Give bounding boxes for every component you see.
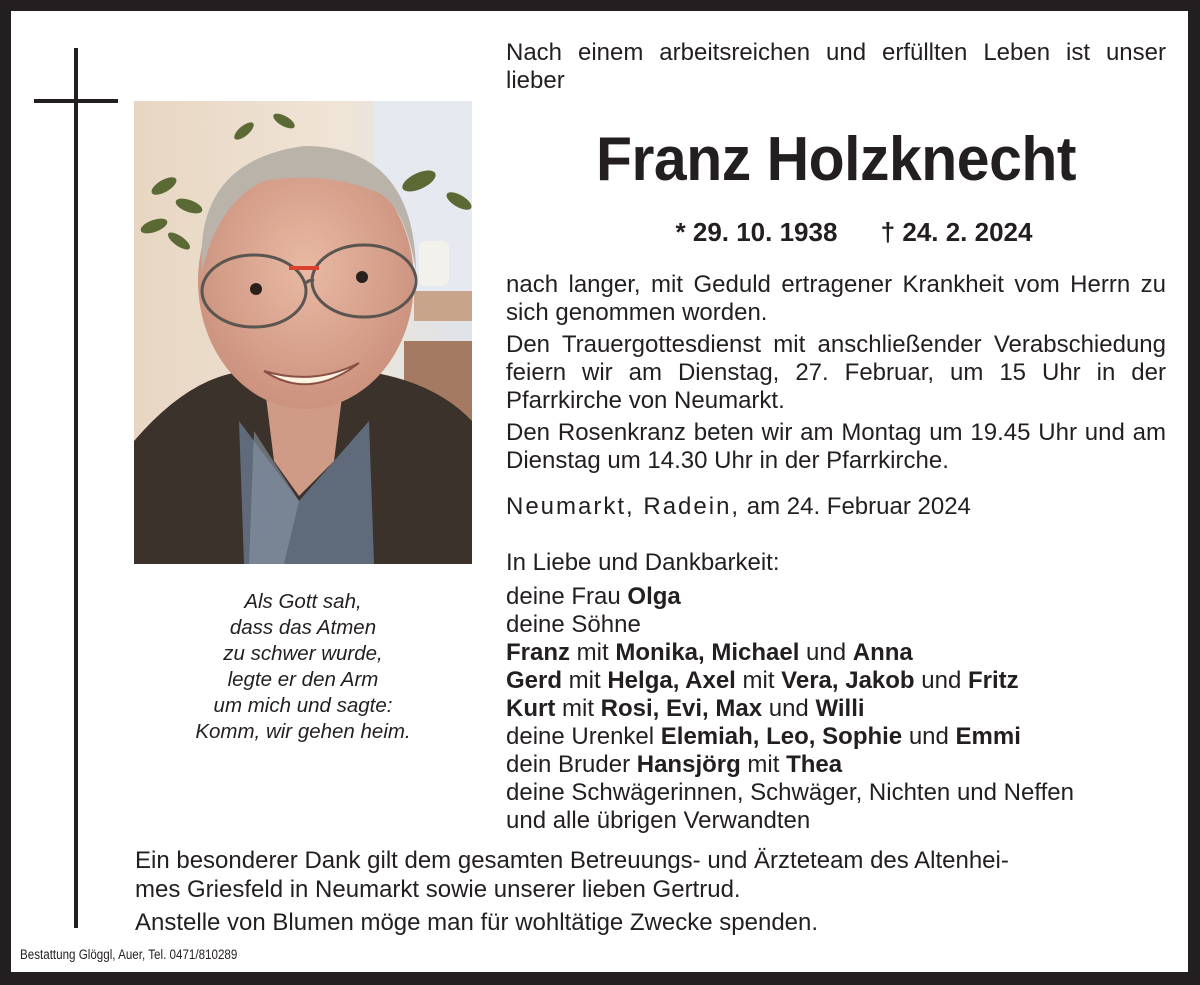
obituary-notice <box>11 11 1188 972</box>
relative-name: Gerd <box>506 667 563 694</box>
relation-text: mit <box>735 667 782 694</box>
thanks-line-2: mes Griesfeld in Neumarkt sowie unserer lieben Gertrud. <box>135 876 741 903</box>
poem-line: Als Gott sah, <box>244 590 362 613</box>
family-row <box>506 723 1166 751</box>
relation-text: mit <box>555 695 601 722</box>
undertaker-credit: Bestattung Glöggl, Auer, Tel. 0471/810289 <box>20 947 238 962</box>
cross-icon-horizontal <box>34 99 118 103</box>
relation-text: deine Schwägerinnen, Schwäger, Nichten und Neffen <box>506 779 1074 806</box>
poem <box>134 589 472 745</box>
relative-name: Monika, Michael <box>615 639 800 666</box>
portrait-image <box>134 101 472 564</box>
family-row <box>506 779 1166 807</box>
relation-text: und <box>902 723 956 750</box>
funeral-text: Den Trauergottesdienst mit anschließender Verabschiedung feiern wir am Dienstag, 27. Februar, um 15 Uhr in der Pfarrkirche von Neumarkt. <box>506 331 1166 414</box>
rosary-text: Den Rosenkranz beten wir am Montag um 19.45 Uhr und am Dienstag um 14.30 Uhr in der Pfarrkirche. <box>506 419 1166 474</box>
relative-name: Hansjörg <box>636 751 741 778</box>
relation-text: mit <box>570 639 616 666</box>
relation-text: deine Söhne <box>506 611 641 638</box>
poem-line: Komm, wir gehen heim. <box>195 720 411 743</box>
relative-name: Willi <box>815 695 865 722</box>
family-row <box>506 639 1166 667</box>
relative-name: Helga, Axel <box>607 667 736 694</box>
relative-name: Olga <box>627 583 681 610</box>
relation-text: mit <box>740 751 787 778</box>
thanks-section <box>135 846 1175 937</box>
thanks-line-1: Ein besonderer Dank gilt dem gesamten Betreuungs- und Ärzteteam des Altenhei- <box>135 847 1009 874</box>
relation-text: deine Frau <box>506 583 628 610</box>
relative-name: Kurt <box>506 695 556 722</box>
life-dates <box>542 217 1166 247</box>
relation-text: und <box>799 639 853 666</box>
birth-date: * 29. 10. 1938 <box>675 217 838 247</box>
place-and-date <box>506 493 1166 521</box>
family-rows <box>506 583 1166 835</box>
family-row <box>506 611 1166 639</box>
family-row <box>506 667 1166 695</box>
relative-name: Rosi, Evi, Max <box>600 695 763 722</box>
family-row <box>506 695 1166 723</box>
relative-name: Franz <box>506 639 571 666</box>
intro-text: Nach einem arbeitsreichen und erfüllten Leben ist unser lieber <box>506 39 1166 94</box>
relation-text: und <box>762 695 816 722</box>
flowers-note: Anstelle von Blumen möge man für wohltätige Zwecke spenden. <box>135 909 819 936</box>
portrait-photo <box>134 101 472 564</box>
family-list <box>506 549 1166 835</box>
relation-text: dein Bruder <box>506 751 637 778</box>
relative-name: Emmi <box>955 723 1021 750</box>
relation-text: und alle übrigen Verwandten <box>506 807 811 834</box>
relation-text: deine Urenkel <box>506 723 661 750</box>
relation-text: mit <box>562 667 608 694</box>
relative-name: Anna <box>852 639 913 666</box>
poem-line: dass das Atmen <box>229 616 377 639</box>
deceased-name: Franz Holzknecht <box>595 125 1077 194</box>
family-intro: In Liebe und Dankbarkeit: <box>506 549 780 576</box>
family-row <box>506 807 1166 835</box>
cross-icon-vertical <box>74 48 78 928</box>
relative-name: Thea <box>786 751 843 778</box>
death-date: † 24. 2. 2024 <box>880 217 1033 247</box>
poem-line: zu schwer wurde, <box>223 642 383 665</box>
passing-text: nach langer, mit Geduld ertragener Krankheit vom Herrn zu sich genommen worden. <box>506 271 1166 326</box>
relative-name: Fritz <box>967 667 1019 694</box>
notice-text-column <box>506 39 1166 835</box>
family-row <box>506 751 1166 779</box>
family-row <box>506 583 1166 611</box>
notice-date: am 24. Februar 2024 <box>740 493 971 520</box>
relative-name: Vera, Jakob <box>781 667 915 694</box>
relative-name: Elemiah, Leo, Sophie <box>660 723 903 750</box>
poem-line: um mich und sagte: <box>213 694 393 717</box>
relation-text: und <box>914 667 968 694</box>
poem-line: legte er den Arm <box>227 668 379 691</box>
place-names: Neumarkt, Radein, <box>506 493 741 520</box>
